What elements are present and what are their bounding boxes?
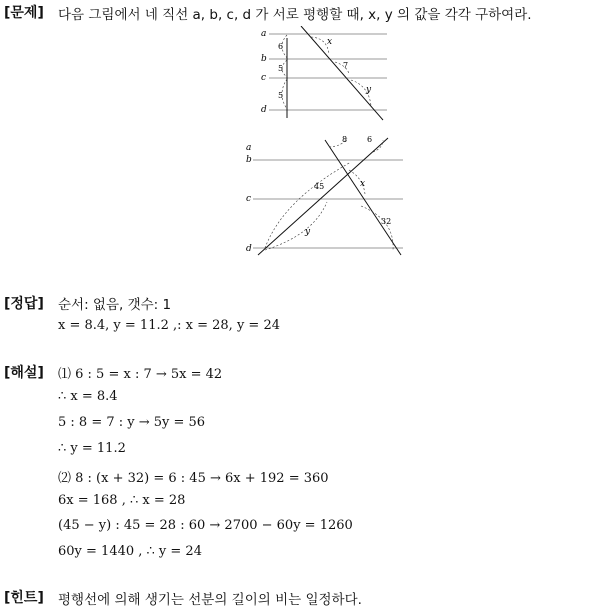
figure-2 xyxy=(243,130,408,258)
hint-text: 평행선에 의해 생기는 선분의 길이의 비는 일정하다. xyxy=(58,592,362,608)
fig2-label-a: a xyxy=(246,143,252,153)
explanation-line-1: ⑴ 6 : 5 = x : 7 → 5x = 42 xyxy=(58,367,223,382)
fig2-seg-x: x xyxy=(360,179,366,189)
problem-label: [문제] xyxy=(4,5,44,21)
fig2-label-c: c xyxy=(246,194,252,204)
fig1-seg-x: x xyxy=(327,37,333,47)
fig1-label-b: b xyxy=(261,54,267,64)
answer-line: x = 8.4, y = 11.2 ,: x = 28, y = 24 xyxy=(58,318,280,333)
explanation-line-4: ∴ y = 11.2 xyxy=(58,441,126,456)
fig2-seg-32: 32 xyxy=(381,217,392,226)
fig1-seg-y: y xyxy=(366,85,372,95)
fig1-seg-6: 6 xyxy=(278,42,284,51)
explanation-line-2: ∴ x = 8.4 xyxy=(58,389,118,404)
explanation-line-3: 5 : 8 = 7 : y → 5y = 56 xyxy=(58,415,206,430)
fig2-seg-6: 6 xyxy=(367,135,373,144)
figure-1 xyxy=(255,26,395,122)
fig2-seg-y: y xyxy=(305,227,311,237)
fig1-seg-7: 7 xyxy=(343,61,349,70)
fig1-label-a: a xyxy=(261,29,267,39)
answer-label: [정답] xyxy=(4,296,44,312)
hint-label: [힌트] xyxy=(4,590,44,606)
explanation-line-8: 60y = 1440 , ∴ y = 24 xyxy=(58,544,202,559)
explanation-label: [해설] xyxy=(4,365,44,381)
fig1-seg-5b: 5 xyxy=(278,91,284,100)
fig2-seg-8: 8 xyxy=(342,135,348,144)
fig1-label-c: c xyxy=(261,73,267,83)
problem-text: 다음 그림에서 네 직선 a, b, c, d 가 서로 평행할 때, x, y 의 값을 각각 구하여라. xyxy=(58,7,532,23)
fig1-seg-5a: 5 xyxy=(278,64,284,73)
fig2-label-d: d xyxy=(246,244,252,254)
fig1-label-d: d xyxy=(261,105,267,115)
fig2-seg-45: 45 xyxy=(314,182,325,191)
answer-meta: 순서: 없음, 갯수: 1 xyxy=(58,297,172,313)
explanation-line-5: ⑵ 8 : (x + 32) = 6 : 45 → 6x + 192 = 360 xyxy=(58,471,329,486)
explanation-line-7: (45 − y) : 45 = 28 : 60 → 2700 − 60y = 1260 xyxy=(58,518,353,533)
fig2-label-b: b xyxy=(246,155,252,165)
explanation-line-6: 6x = 168 , ∴ x = 28 xyxy=(58,493,186,508)
